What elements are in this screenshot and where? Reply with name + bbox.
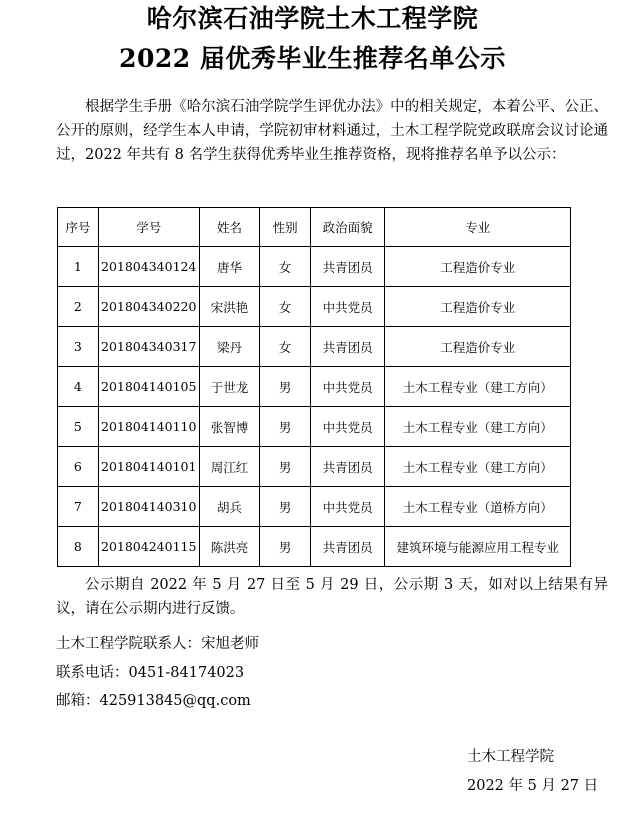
cell-major: 土木工程专业（建工方向） xyxy=(385,447,571,487)
page-subtitle: 2022 届优秀毕业生推荐名单公示 xyxy=(119,44,506,73)
cell-major: 建筑环境与能源应用工程专业 xyxy=(385,527,571,567)
cell-student-id: 201804340124 xyxy=(98,247,199,287)
cell-name: 张智博 xyxy=(199,407,260,447)
cell-major: 土木工程专业（道桥方向） xyxy=(385,487,571,527)
cell-student-id: 201804140101 xyxy=(98,447,199,487)
signature-date: 2022 年 5 月 27 日 xyxy=(467,778,599,794)
cell-student-id: 201804140110 xyxy=(98,407,199,447)
cell-index: 3 xyxy=(58,327,99,367)
cell-name: 梁丹 xyxy=(199,327,260,367)
contact-person: 土木工程学院联系人：宋旭老师 xyxy=(56,636,259,652)
cell-index: 2 xyxy=(58,287,99,327)
cell-name: 陈洪亮 xyxy=(199,527,260,567)
intro-paragraph: 根据学生手册《哈尔滨石油学院学生评优办法》中的相关规定，本着公平、公正、公开的原则，经学生本人申请，学院初审材料通过，土木工程学院党政联席会议讨论通过，2022 年共有 8 名学生获得优秀毕业生推荐资格，现将推荐名单予以公示： xyxy=(56,99,608,163)
cell-index: 5 xyxy=(58,407,99,447)
cell-index: 1 xyxy=(58,247,99,287)
cell-major: 工程造价专业 xyxy=(385,247,571,287)
cell-gender: 女 xyxy=(260,287,311,327)
cell-gender: 女 xyxy=(260,327,311,367)
header-gender: 性别 xyxy=(260,208,311,247)
cell-gender: 女 xyxy=(260,247,311,287)
header-index: 序号 xyxy=(58,208,99,247)
table-row xyxy=(58,287,571,327)
contact-email: 邮箱：425913845@qq.com xyxy=(56,693,251,709)
table-row xyxy=(58,247,571,287)
cell-gender: 男 xyxy=(260,447,311,487)
cell-major: 工程造价专业 xyxy=(385,287,571,327)
cell-political-status: 中共党员 xyxy=(310,287,384,327)
cell-political-status: 共青团员 xyxy=(310,247,384,287)
cell-gender: 男 xyxy=(260,487,311,527)
table-row xyxy=(58,407,571,447)
cell-name: 胡兵 xyxy=(199,487,260,527)
page-title: 哈尔滨石油学院土木工程学院 xyxy=(146,4,479,33)
cell-major: 工程造价专业 xyxy=(385,327,571,367)
recommendation-table xyxy=(57,207,571,567)
table-row xyxy=(58,327,571,367)
cell-political-status: 共青团员 xyxy=(310,447,384,487)
cell-index: 6 xyxy=(58,447,99,487)
notice-paragraph: 公示期自 2022 年 5 月 27 日至 5 月 29 日，公示期 3 天，如对以上结果有异议，请在公示期内进行反馈。 xyxy=(56,577,608,617)
cell-index: 8 xyxy=(58,527,99,567)
table-header-row xyxy=(58,208,571,247)
cell-political-status: 中共党员 xyxy=(310,407,384,447)
cell-student-id: 201804140310 xyxy=(98,487,199,527)
cell-student-id: 201804140105 xyxy=(98,367,199,407)
table-row xyxy=(58,487,571,527)
cell-name: 于世龙 xyxy=(199,367,260,407)
cell-political-status: 共青团员 xyxy=(310,327,384,367)
cell-student-id: 201804340220 xyxy=(98,287,199,327)
cell-gender: 男 xyxy=(260,367,311,407)
cell-gender: 男 xyxy=(260,527,311,567)
header-name: 姓名 xyxy=(199,208,260,247)
cell-political-status: 中共党员 xyxy=(310,367,384,407)
cell-index: 7 xyxy=(58,487,99,527)
cell-political-status: 共青团员 xyxy=(310,527,384,567)
header-major: 专业 xyxy=(385,208,571,247)
cell-major: 土木工程专业（建工方向） xyxy=(385,407,571,447)
cell-student-id: 201804240115 xyxy=(98,527,199,567)
cell-index: 4 xyxy=(58,367,99,407)
cell-name: 周江红 xyxy=(199,447,260,487)
cell-name: 宋洪艳 xyxy=(199,287,260,327)
header-student-id: 学号 xyxy=(98,208,199,247)
signature-org: 土木工程学院 xyxy=(467,749,554,765)
header-political-status: 政治面貌 xyxy=(310,208,384,247)
cell-political-status: 中共党员 xyxy=(310,487,384,527)
table-row xyxy=(58,527,571,567)
cell-major: 土木工程专业（建工方向） xyxy=(385,367,571,407)
table-row xyxy=(58,447,571,487)
cell-student-id: 201804340317 xyxy=(98,327,199,367)
cell-gender: 男 xyxy=(260,407,311,447)
cell-name: 唐华 xyxy=(199,247,260,287)
table-row xyxy=(58,367,571,407)
contact-phone: 联系电话：0451-84174023 xyxy=(56,665,245,681)
